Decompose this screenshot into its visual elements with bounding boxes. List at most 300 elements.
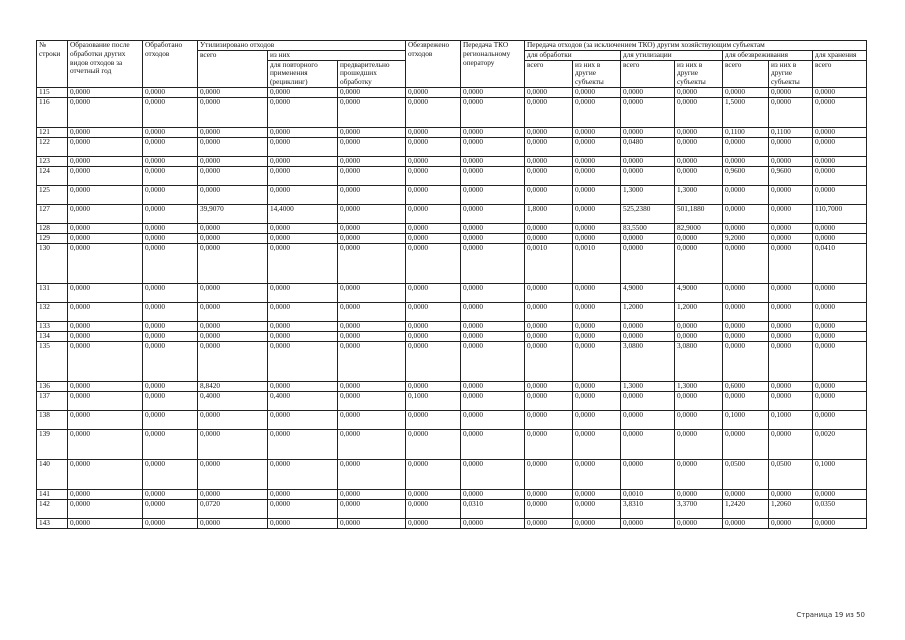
value-cell: 0,0000 <box>268 127 338 137</box>
table-row <box>37 97 867 127</box>
value-cell: 0,0000 <box>461 391 525 410</box>
value-cell: 0,0000 <box>573 204 621 223</box>
value-cell: 0,0000 <box>268 137 338 156</box>
value-cell: 0,0410 <box>813 243 867 283</box>
value-cell: 0,0000 <box>268 331 338 341</box>
value-cell: 0,0000 <box>143 341 198 381</box>
value-cell: 0,0000 <box>621 156 675 166</box>
value-cell: 0,0000 <box>675 233 723 243</box>
value-cell: 3,8310 <box>621 499 675 518</box>
value-cell: 0,0000 <box>338 166 406 185</box>
value-cell: 0,0000 <box>573 283 621 302</box>
value-cell: 0,0000 <box>68 127 143 137</box>
value-cell: 0,0000 <box>461 166 525 185</box>
header-tr-neutral-total: всего <box>723 60 769 87</box>
value-cell: 0,0000 <box>338 204 406 223</box>
header-tr-neutralization: для обезвреживания <box>723 50 813 60</box>
row-number-cell: 127 <box>37 204 68 223</box>
value-cell: 501,1880 <box>675 204 723 223</box>
value-cell: 0,0000 <box>461 459 525 489</box>
header-processed: Обработано отходов <box>143 41 198 88</box>
value-cell: 0,0000 <box>338 302 406 321</box>
value-cell: 0,0000 <box>573 97 621 127</box>
table-row <box>37 489 867 499</box>
value-cell: 0,0000 <box>143 166 198 185</box>
value-cell: 0,0000 <box>525 185 573 204</box>
table-row <box>37 302 867 321</box>
value-cell: 0,0000 <box>675 321 723 331</box>
value-cell: 0,0000 <box>406 185 461 204</box>
value-cell: 0,0000 <box>769 391 813 410</box>
value-cell: 0,0000 <box>68 283 143 302</box>
table-row <box>37 156 867 166</box>
value-cell: 0,0000 <box>143 331 198 341</box>
value-cell: 0,0000 <box>621 331 675 341</box>
value-cell: 0,0000 <box>525 137 573 156</box>
value-cell: 0,0000 <box>338 381 406 391</box>
value-cell: 0,6000 <box>723 381 769 391</box>
header-tr-utilization: для утилизации <box>621 50 723 60</box>
value-cell: 0,0000 <box>198 87 268 97</box>
value-cell: 0,0000 <box>198 459 268 489</box>
value-cell: 0,0000 <box>406 97 461 127</box>
value-cell: 0,0000 <box>268 381 338 391</box>
value-cell: 0,0000 <box>525 156 573 166</box>
value-cell: 0,0000 <box>143 518 198 528</box>
row-number-cell: 140 <box>37 459 68 489</box>
value-cell: 4,9000 <box>621 283 675 302</box>
row-number-cell: 138 <box>37 410 68 429</box>
value-cell: 0,0000 <box>406 223 461 233</box>
value-cell: 0,0000 <box>573 302 621 321</box>
value-cell: 0,0000 <box>769 233 813 243</box>
value-cell: 0,0000 <box>723 391 769 410</box>
value-cell: 0,0000 <box>621 410 675 429</box>
table-row <box>37 223 867 233</box>
table-row <box>37 341 867 381</box>
value-cell: 0,0000 <box>813 233 867 243</box>
value-cell: 0,0000 <box>675 518 723 528</box>
value-cell: 0,0000 <box>68 302 143 321</box>
value-cell: 0,0000 <box>461 137 525 156</box>
value-cell: 0,0000 <box>198 156 268 166</box>
value-cell: 525,2380 <box>621 204 675 223</box>
value-cell: 0,0000 <box>769 489 813 499</box>
value-cell: 0,0000 <box>198 331 268 341</box>
value-cell: 0,0000 <box>268 489 338 499</box>
value-cell: 0,0000 <box>406 489 461 499</box>
value-cell: 0,0000 <box>68 87 143 97</box>
value-cell: 0,0000 <box>268 156 338 166</box>
value-cell: 0,0000 <box>143 127 198 137</box>
value-cell: 1,2000 <box>675 302 723 321</box>
row-number-cell: 125 <box>37 185 68 204</box>
value-cell: 0,0000 <box>723 341 769 381</box>
value-cell: 0,0000 <box>198 185 268 204</box>
value-cell: 0,0000 <box>461 518 525 528</box>
value-cell: 0,0000 <box>406 166 461 185</box>
value-cell: 0,0000 <box>525 341 573 381</box>
value-cell: 0,0000 <box>621 518 675 528</box>
header-util-recycling: для повторного применения (рециклинг) <box>268 60 338 87</box>
value-cell: 0,0000 <box>338 321 406 331</box>
value-cell: 0,0000 <box>338 283 406 302</box>
value-cell: 0,0000 <box>68 321 143 331</box>
table-row <box>37 87 867 97</box>
table-row <box>37 518 867 528</box>
table-row <box>37 137 867 156</box>
value-cell: 0,0000 <box>813 156 867 166</box>
table-row <box>37 331 867 341</box>
value-cell: 0,0000 <box>406 137 461 156</box>
value-cell: 0,0000 <box>406 243 461 283</box>
row-number-cell: 142 <box>37 499 68 518</box>
value-cell: 0,0000 <box>675 137 723 156</box>
value-cell: 0,0000 <box>813 137 867 156</box>
value-cell: 0,0000 <box>573 166 621 185</box>
row-number-cell: 131 <box>37 283 68 302</box>
value-cell: 0,0000 <box>68 429 143 459</box>
value-cell: 4,9000 <box>675 283 723 302</box>
header-util-total: всего <box>198 50 268 87</box>
value-cell: 0,0000 <box>338 341 406 381</box>
value-cell: 0,0000 <box>813 391 867 410</box>
value-cell: 0,0000 <box>143 489 198 499</box>
value-cell: 0,0000 <box>621 127 675 137</box>
value-cell: 0,0000 <box>406 410 461 429</box>
value-cell: 0,0000 <box>406 87 461 97</box>
value-cell: 0,0000 <box>143 97 198 127</box>
row-number-cell: 123 <box>37 156 68 166</box>
value-cell: 83,5500 <box>621 223 675 233</box>
waste-report-table <box>36 40 867 529</box>
value-cell: 0,0000 <box>525 233 573 243</box>
header-util-prep: предварительно прошедших обработку <box>338 60 406 87</box>
value-cell: 0,0000 <box>723 331 769 341</box>
value-cell: 0,0000 <box>675 410 723 429</box>
value-cell: 0,0000 <box>573 341 621 381</box>
value-cell: 0,0000 <box>338 429 406 459</box>
value-cell: 0,0000 <box>268 341 338 381</box>
value-cell: 0,0000 <box>143 391 198 410</box>
value-cell: 0,0000 <box>68 233 143 243</box>
value-cell: 0,0000 <box>769 97 813 127</box>
table-row <box>37 166 867 185</box>
value-cell: 0,0000 <box>769 87 813 97</box>
header-tr-util-other: из них в другие субъекты <box>675 60 723 87</box>
value-cell: 0,0000 <box>198 302 268 321</box>
value-cell: 0,0000 <box>143 459 198 489</box>
value-cell: 0,0000 <box>675 156 723 166</box>
value-cell: 0,0000 <box>406 429 461 459</box>
value-cell: 0,0000 <box>268 223 338 233</box>
value-cell: 0,0000 <box>143 429 198 459</box>
value-cell: 0,0000 <box>198 223 268 233</box>
header-tr-neutral-other: из них в другие субъекты <box>769 60 813 87</box>
value-cell: 0,0000 <box>68 381 143 391</box>
table-row <box>37 391 867 410</box>
value-cell: 0,0000 <box>813 489 867 499</box>
value-cell: 0,0000 <box>723 429 769 459</box>
row-number-cell: 143 <box>37 518 68 528</box>
value-cell: 0,0000 <box>813 381 867 391</box>
value-cell: 0,0000 <box>621 459 675 489</box>
value-cell: 0,0000 <box>268 499 338 518</box>
value-cell: 0,0000 <box>268 302 338 321</box>
header-tr-storage-total: всего <box>813 60 867 87</box>
value-cell: 0,0000 <box>406 302 461 321</box>
table-row <box>37 410 867 429</box>
row-number-cell: 136 <box>37 381 68 391</box>
value-cell: 0,0000 <box>198 410 268 429</box>
value-cell: 1,5000 <box>723 97 769 127</box>
value-cell: 8,8420 <box>198 381 268 391</box>
value-cell: 0,0000 <box>621 233 675 243</box>
value-cell: 0,0000 <box>338 459 406 489</box>
value-cell: 0,0000 <box>268 518 338 528</box>
value-cell: 0,0020 <box>813 429 867 459</box>
table-row <box>37 204 867 223</box>
value-cell: 0,0000 <box>406 321 461 331</box>
value-cell: 0,0000 <box>573 185 621 204</box>
value-cell: 0,0000 <box>68 97 143 127</box>
value-cell: 0,0000 <box>461 341 525 381</box>
header-row-number: № строки <box>37 41 68 88</box>
value-cell: 0,0000 <box>723 518 769 528</box>
row-number-cell: 134 <box>37 331 68 341</box>
value-cell: 0,0000 <box>723 137 769 156</box>
value-cell: 0,0000 <box>461 489 525 499</box>
value-cell: 0,0000 <box>769 204 813 223</box>
value-cell: 0,0000 <box>143 321 198 331</box>
header-neutralized: Обезврежено отходов <box>406 41 461 88</box>
value-cell: 0,0000 <box>525 459 573 489</box>
row-number-cell: 124 <box>37 166 68 185</box>
value-cell: 1,2000 <box>621 302 675 321</box>
value-cell: 0,0000 <box>769 185 813 204</box>
value-cell: 0,4000 <box>268 391 338 410</box>
value-cell: 0,0000 <box>525 223 573 233</box>
value-cell: 110,7000 <box>813 204 867 223</box>
value-cell: 0,0000 <box>338 331 406 341</box>
value-cell: 0,0000 <box>621 97 675 127</box>
value-cell: 0,0000 <box>268 243 338 283</box>
value-cell: 0,0000 <box>406 156 461 166</box>
value-cell: 0,0000 <box>769 321 813 331</box>
value-cell: 1,2420 <box>723 499 769 518</box>
value-cell: 0,0000 <box>573 233 621 243</box>
value-cell: 0,0000 <box>723 204 769 223</box>
value-cell: 0,0000 <box>723 321 769 331</box>
value-cell: 0,0000 <box>338 410 406 429</box>
value-cell: 0,0000 <box>813 302 867 321</box>
value-cell: 0,0000 <box>198 97 268 127</box>
value-cell: 0,0000 <box>143 156 198 166</box>
value-cell: 0,0000 <box>675 459 723 489</box>
value-cell: 0,0000 <box>723 87 769 97</box>
value-cell: 0,0000 <box>525 410 573 429</box>
value-cell: 0,0000 <box>813 166 867 185</box>
value-cell: 0,0000 <box>573 156 621 166</box>
value-cell: 0,0000 <box>198 243 268 283</box>
value-cell: 0,0000 <box>813 321 867 331</box>
row-number-cell: 121 <box>37 127 68 137</box>
value-cell: 0,0000 <box>461 233 525 243</box>
value-cell: 1,3000 <box>675 185 723 204</box>
value-cell: 0,0000 <box>573 321 621 331</box>
value-cell: 0,0000 <box>525 302 573 321</box>
value-cell: 0,1100 <box>723 127 769 137</box>
value-cell: 0,0000 <box>338 233 406 243</box>
value-cell: 3,3700 <box>675 499 723 518</box>
value-cell: 0,0000 <box>675 127 723 137</box>
value-cell: 0,0000 <box>461 410 525 429</box>
value-cell: 0,0000 <box>621 429 675 459</box>
value-cell: 0,0000 <box>198 341 268 381</box>
value-cell: 0,0000 <box>573 391 621 410</box>
value-cell: 0,0000 <box>769 156 813 166</box>
header-tr-util-total: всего <box>621 60 675 87</box>
value-cell: 0,1000 <box>769 410 813 429</box>
value-cell: 0,0000 <box>198 137 268 156</box>
value-cell: 0,0000 <box>143 499 198 518</box>
value-cell: 0,1000 <box>813 459 867 489</box>
table-header <box>37 41 867 88</box>
value-cell: 0,0000 <box>68 223 143 233</box>
value-cell: 0,0000 <box>573 381 621 391</box>
value-cell: 0,0000 <box>461 156 525 166</box>
value-cell: 0,0000 <box>525 381 573 391</box>
value-cell: 0,0000 <box>68 204 143 223</box>
value-cell: 0,0000 <box>68 137 143 156</box>
value-cell: 0,0000 <box>723 489 769 499</box>
value-cell: 0,0000 <box>621 166 675 185</box>
value-cell: 0,0000 <box>143 243 198 283</box>
value-cell: 0,0000 <box>143 223 198 233</box>
value-cell: 0,0000 <box>461 127 525 137</box>
value-cell: 0,0000 <box>68 166 143 185</box>
value-cell: 0,0000 <box>68 341 143 381</box>
value-cell: 0,0000 <box>338 185 406 204</box>
table-row <box>37 321 867 331</box>
value-cell: 0,0000 <box>406 499 461 518</box>
value-cell: 0,0000 <box>723 243 769 283</box>
header-tr-processing-other: из них в другие субъекты <box>573 60 621 87</box>
value-cell: 0,0000 <box>675 489 723 499</box>
value-cell: 0,0000 <box>675 331 723 341</box>
page-number: Страница 19 из 50 <box>796 611 865 619</box>
value-cell: 0,0000 <box>268 185 338 204</box>
value-cell: 0,0000 <box>723 223 769 233</box>
row-number-cell: 122 <box>37 137 68 156</box>
value-cell: 0,0000 <box>573 223 621 233</box>
value-cell: 82,9000 <box>675 223 723 233</box>
value-cell: 0,0000 <box>338 127 406 137</box>
header-formed: Образование после обработки других видов отходов за отчетный год <box>68 41 143 88</box>
header-tr-processing-total: всего <box>525 60 573 87</box>
value-cell: 0,0000 <box>406 459 461 489</box>
value-cell: 1,3000 <box>621 185 675 204</box>
value-cell: 0,0000 <box>268 429 338 459</box>
value-cell: 0,0000 <box>769 223 813 233</box>
value-cell: 0,0000 <box>675 429 723 459</box>
value-cell: 0,0000 <box>813 127 867 137</box>
value-cell: 0,0000 <box>338 518 406 528</box>
value-cell: 0,0350 <box>813 499 867 518</box>
value-cell: 0,0000 <box>813 341 867 381</box>
value-cell: 0,0000 <box>621 321 675 331</box>
value-cell: 0,0000 <box>143 381 198 391</box>
table-body <box>37 87 867 528</box>
value-cell: 0,1000 <box>723 410 769 429</box>
table-row <box>37 381 867 391</box>
value-cell: 0,0000 <box>198 166 268 185</box>
value-cell: 0,0000 <box>461 223 525 233</box>
value-cell: 0,0000 <box>813 518 867 528</box>
value-cell: 0,0000 <box>461 283 525 302</box>
table-row <box>37 127 867 137</box>
value-cell: 0,0010 <box>573 243 621 283</box>
value-cell: 0,0000 <box>461 97 525 127</box>
value-cell: 0,0000 <box>461 243 525 283</box>
value-cell: 0,0000 <box>406 381 461 391</box>
value-cell: 14,4000 <box>268 204 338 223</box>
value-cell: 0,0000 <box>461 302 525 321</box>
value-cell: 0,0000 <box>198 127 268 137</box>
value-cell: 0,0720 <box>198 499 268 518</box>
row-number-cell: 129 <box>37 233 68 243</box>
value-cell: 0,0500 <box>769 459 813 489</box>
value-cell: 0,0000 <box>338 87 406 97</box>
value-cell: 0,0000 <box>268 283 338 302</box>
value-cell: 0,0000 <box>268 410 338 429</box>
value-cell: 0,0000 <box>268 97 338 127</box>
value-cell: 0,0000 <box>338 223 406 233</box>
value-cell: 0,0000 <box>769 331 813 341</box>
value-cell: 0,0000 <box>573 429 621 459</box>
value-cell: 0,0000 <box>573 127 621 137</box>
value-cell: 0,0000 <box>143 204 198 223</box>
value-cell: 0,0480 <box>621 137 675 156</box>
row-number-cell: 128 <box>37 223 68 233</box>
value-cell: 0,0000 <box>525 518 573 528</box>
value-cell: 9,2000 <box>723 233 769 243</box>
value-cell: 0,0000 <box>198 489 268 499</box>
value-cell: 0,0000 <box>68 243 143 283</box>
value-cell: 0,0000 <box>68 499 143 518</box>
value-cell: 0,0000 <box>525 331 573 341</box>
value-cell: 0,0000 <box>68 156 143 166</box>
value-cell: 0,0000 <box>268 233 338 243</box>
value-cell: 0,0000 <box>198 283 268 302</box>
value-cell: 0,0000 <box>143 410 198 429</box>
value-cell: 0,0310 <box>461 499 525 518</box>
value-cell: 0,0000 <box>525 97 573 127</box>
value-cell: 0,0000 <box>675 97 723 127</box>
value-cell: 0,0000 <box>723 156 769 166</box>
value-cell: 0,0000 <box>338 391 406 410</box>
value-cell: 0,0000 <box>573 459 621 489</box>
value-cell: 0,0010 <box>525 243 573 283</box>
value-cell: 0,0000 <box>525 321 573 331</box>
row-number-cell: 116 <box>37 97 68 127</box>
value-cell: 0,0000 <box>769 341 813 381</box>
row-number-cell: 135 <box>37 341 68 381</box>
row-number-cell: 141 <box>37 489 68 499</box>
value-cell: 0,0000 <box>198 518 268 528</box>
value-cell: 0,0000 <box>406 518 461 528</box>
row-number-cell: 130 <box>37 243 68 283</box>
